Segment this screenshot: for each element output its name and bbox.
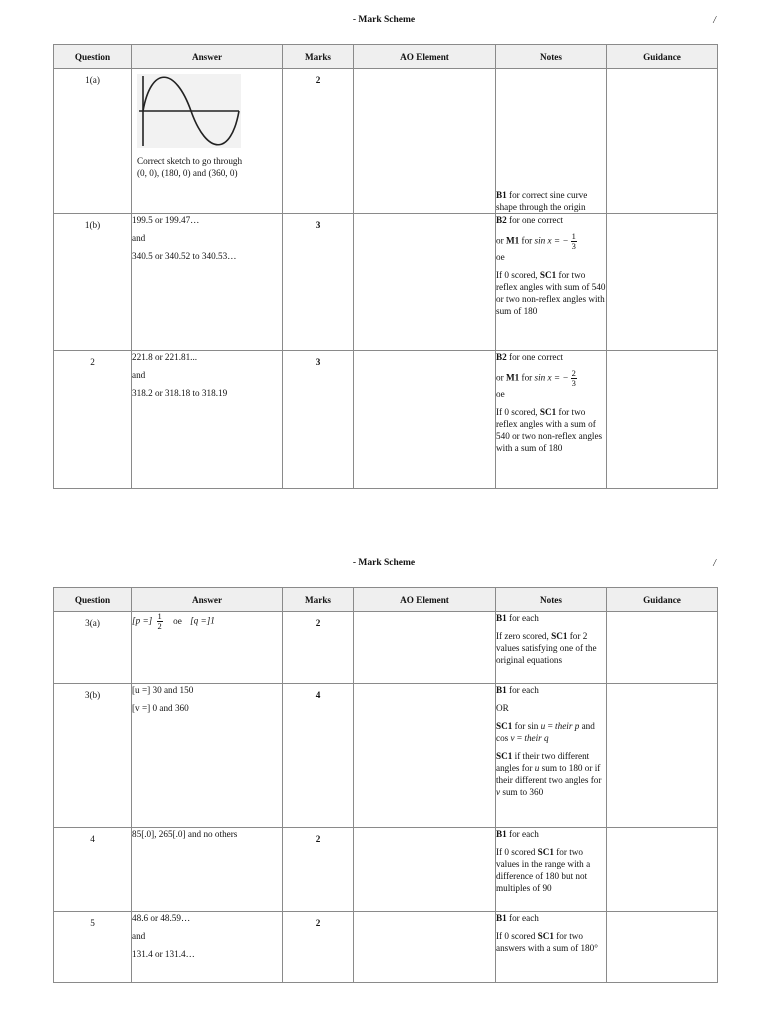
mark-scheme-table-2 [53,587,718,983]
note-text: for each [506,685,539,695]
note-text: for sin [512,721,541,731]
note-var: v [510,733,515,743]
page-header-1 [0,15,768,29]
question-number: 2 [54,351,132,489]
table-row [54,684,718,828]
col-header-guidance: Guidance [607,588,718,612]
table-row [54,912,718,983]
answer-line: and [132,370,146,380]
note-var: their p [555,721,580,731]
mark-code: SC1 [496,721,513,731]
answer-cell [132,828,283,912]
ao-element-cell [354,214,496,351]
mark-code: B1 [496,913,507,923]
table-header-row [54,588,718,612]
question-number: 5 [54,912,132,983]
note-text: or [496,372,506,383]
note-text: for each [506,829,539,839]
guidance-cell [607,351,718,489]
mark-code: B1 [496,190,507,200]
note-text: for two values in the range with a difference of 180 but not multiples of 90 [496,847,591,893]
answer-line: 85[.0], 265[.0] and no others [132,829,238,839]
marks-value: 3 [283,214,354,351]
note-text: OR [496,703,509,713]
note-text: for [519,372,535,383]
ao-element-cell [354,912,496,983]
mark-code: B1 [496,685,507,695]
question-number: 3(a) [54,612,132,684]
table-row [54,612,718,684]
note-text: for each [506,613,539,623]
fraction [571,232,577,251]
note-text: If zero scored, [496,631,552,641]
fraction-numerator: 2 [571,368,576,378]
answer-line: and [132,931,146,941]
page-header-2 [0,558,768,572]
ao-element-cell [354,684,496,828]
guidance-cell [607,828,718,912]
equation: sin x = − [534,372,569,383]
col-header-answer: Answer [132,45,283,69]
mark-code: M1 [505,235,520,246]
answer-line: and [132,233,146,243]
mark-code: B2 [496,352,507,362]
col-header-guidance: Guidance [607,45,718,69]
note-text: = [514,733,525,743]
col-header-notes: Notes [496,588,607,612]
note-text: for two reflex angles with a sum of 540 or two non-reflex angles with a sum of 180 [496,407,603,453]
question-number: 4 [54,828,132,912]
notes-cell [496,684,607,828]
table-row [54,828,718,912]
col-header-marks: Marks [283,588,354,612]
fraction-denominator: 3 [571,241,576,251]
marks-value: 2 [283,69,354,214]
ao-element-cell [354,351,496,489]
marks-value: 2 [283,912,354,983]
answer-cell [132,684,283,828]
question-number: 1(a) [54,69,132,214]
note-text: oe [496,389,505,399]
guidance-cell [607,912,718,983]
mark-code: B1 [496,829,507,839]
page-title: - Mark Scheme [352,558,416,568]
col-header-question: Question [54,588,132,612]
guidance-cell [607,69,718,214]
col-header-answer: Answer [132,588,283,612]
col-header-marks: Marks [283,45,354,69]
notes-cell [496,612,607,684]
table-row [54,351,718,489]
note-text: for correct sine curve shape through the origin [496,190,588,212]
answer-line: 318.2 or 318.18 to 318.19 [132,388,228,398]
table-row [54,214,718,351]
answer-line: [v =] 0 and 360 [132,703,189,713]
fraction [571,369,577,388]
col-header-ao-element: AO Element [354,588,496,612]
sine-graph-icon [137,74,241,148]
answer-line: 131.4 or 131.4… [132,949,195,959]
note-text: for each [506,913,539,923]
notes-cell [496,214,607,351]
answer-p-label: [p =] [132,615,153,626]
fraction-numerator: 1 [571,231,576,241]
answer-line: Correct sketch to go through [137,156,243,166]
ao-element-cell [354,828,496,912]
note-text: for two reflex angles with sum of 540 or two non-reflex angles with sum of 180 [496,270,606,316]
question-number: 1(b) [54,214,132,351]
note-text: sum to 180 or if their different two angles for [496,763,602,785]
note-text: oe [496,252,505,262]
note-text: for one correct [506,215,564,225]
col-header-ao-element: AO Element [354,45,496,69]
mark-code: SC1 [539,270,557,280]
mark-code: SC1 [537,931,554,941]
answer-line: 221.8 or 221.81... [132,352,198,362]
marks-value: 2 [283,828,354,912]
ao-element-cell [354,69,496,214]
mark-code: SC1 [551,631,568,641]
ao-element-cell [354,612,496,684]
marks-value: 4 [283,684,354,828]
sine-curve-sketch [137,74,241,148]
answer-q-value: [q =]1 [190,615,215,626]
marks-value: 3 [283,351,354,489]
answer-line: (0, 0), (180, 0) and (360, 0) [137,168,238,178]
fraction [157,612,163,631]
notes-cell [496,351,607,489]
note-var: u [540,721,546,731]
answer-line: [u =] 30 and 150 [132,685,194,695]
guidance-cell [607,214,718,351]
note-text: for 2 values satisfying one of the original equations [496,631,597,665]
col-header-notes: Notes [496,45,607,69]
note-text: If 0 scored [496,931,538,941]
mark-code: SC1 [496,751,513,761]
answer-line: 48.6 or 48.59… [132,913,191,923]
answer-cell [132,912,283,983]
note-text: if their two different angles for [496,751,590,773]
note-text: or [496,235,506,246]
notes-cell [496,828,607,912]
mark-scheme-table-1 [53,44,718,489]
note-text: If 0 scored [496,847,538,857]
answer-cell [132,69,283,214]
guidance-cell [607,684,718,828]
answer-line: 340.5 or 340.52 to 340.53… [132,251,237,261]
mark-code: M1 [505,372,520,383]
answer-cell [132,351,283,489]
note-text: for two answers with a sum of 180° [496,931,598,953]
fraction-denominator: 2 [157,621,162,631]
note-text: = [545,721,556,731]
answer-cell [132,612,283,684]
page-title: - Mark Scheme [352,15,416,25]
mark-code: B2 [496,215,507,225]
table-row [54,69,718,214]
page-marker: / [713,15,716,26]
page-marker: / [713,558,716,569]
table-header-row [54,45,718,69]
guidance-cell [607,612,718,684]
answer-line: 199.5 or 199.47… [132,215,200,225]
mark-code: SC1 [539,407,557,417]
question-number: 3(b) [54,684,132,828]
note-text: If 0 scored, [496,407,540,417]
note-text: for [519,235,535,246]
fraction-numerator: 1 [157,611,162,621]
mark-code: SC1 [537,847,554,857]
mark-code: B1 [496,613,507,623]
fraction-denominator: 3 [571,378,576,388]
notes-cell [496,69,607,214]
answer-cell [132,214,283,351]
equation: sin x = − [534,235,569,246]
marks-value: 2 [283,612,354,684]
note-text: for one correct [506,352,564,362]
notes-cell [496,912,607,983]
note-var: v [496,787,501,797]
col-header-question: Question [54,45,132,69]
note-text: If 0 scored, [496,270,540,280]
note-var: their q [524,733,549,743]
answer-oe: oe [173,615,182,626]
note-var: u [534,763,540,773]
note-text: and cos [496,721,595,743]
note-text: sum to 360 [500,787,544,797]
